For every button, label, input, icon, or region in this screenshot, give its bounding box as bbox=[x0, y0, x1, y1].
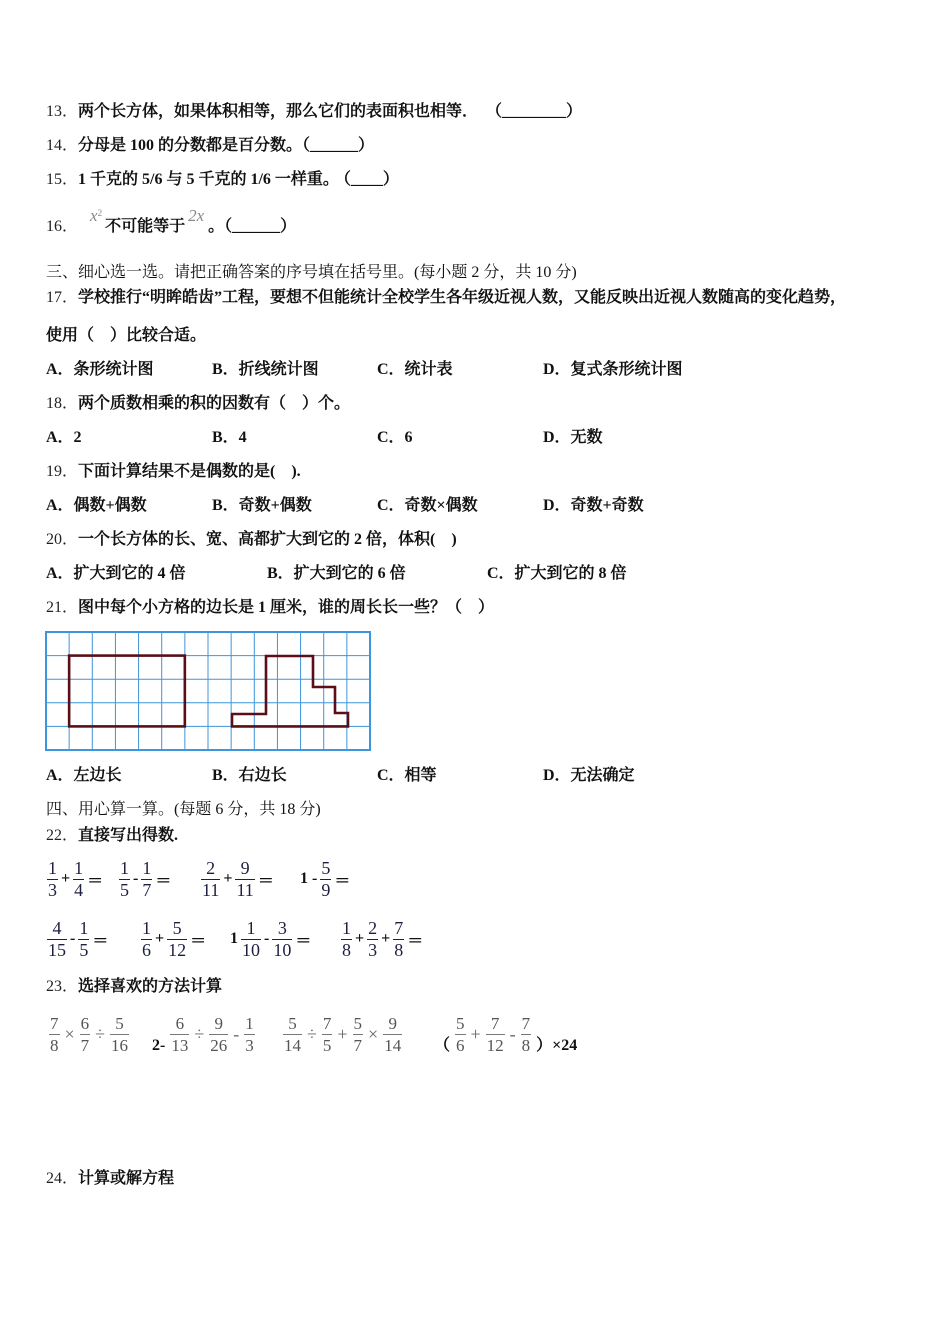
numerator: 9 bbox=[383, 1013, 402, 1035]
numerator: 7 bbox=[394, 917, 404, 938]
denominator: 5 bbox=[120, 879, 129, 900]
fraction bbox=[350, 1013, 367, 1056]
option-c: C．统计表 bbox=[377, 361, 453, 378]
denominator: 6 bbox=[142, 939, 151, 960]
operator: × bbox=[368, 1023, 379, 1044]
fraction bbox=[166, 918, 188, 961]
denominator: 10 bbox=[273, 939, 292, 960]
numerator: 9 bbox=[235, 858, 254, 880]
fraction bbox=[46, 1013, 63, 1056]
expression bbox=[46, 856, 105, 902]
question-15 bbox=[46, 169, 399, 191]
denominator: 5 bbox=[79, 939, 89, 960]
expression bbox=[200, 856, 276, 902]
exponent: 2 bbox=[97, 208, 103, 218]
denominator: 5 bbox=[322, 1035, 332, 1055]
fraction bbox=[380, 1013, 405, 1056]
question-20 bbox=[46, 529, 457, 551]
expression-text: ）×24 bbox=[536, 1037, 578, 1054]
fraction bbox=[271, 918, 293, 961]
operator: ＝ bbox=[407, 932, 424, 950]
numerator: 1 bbox=[120, 857, 129, 878]
numerator: 5 bbox=[110, 1013, 129, 1035]
math-2x: 2x bbox=[188, 206, 205, 225]
fraction bbox=[234, 858, 255, 901]
operator: ＝ bbox=[155, 872, 172, 890]
expression-text: 1 bbox=[230, 930, 238, 947]
expression-text: （ bbox=[434, 1037, 451, 1054]
perimeter-grid-figure bbox=[45, 631, 372, 752]
question-17 bbox=[46, 287, 846, 309]
operator: - bbox=[133, 870, 139, 887]
denominator: 3 bbox=[48, 879, 57, 900]
question-19 bbox=[46, 461, 301, 483]
denominator: 4 bbox=[74, 879, 84, 900]
numerator: 5 bbox=[353, 1013, 363, 1033]
operator: + bbox=[155, 930, 165, 947]
expression bbox=[150, 1011, 258, 1057]
question-text: 两个长方体，如果体积相等，那么它们的表面积也相等． bbox=[78, 103, 479, 120]
question-text-line-1: 学校推行“明眸皓齿”工程，要想不但能统计全校学生各年级近视人数，又能反映出近视人数随高的变化趋势， bbox=[78, 289, 847, 306]
fraction bbox=[280, 1013, 305, 1056]
question-number: 15． bbox=[46, 171, 79, 188]
option-b: B．扩大到它的 6 倍 bbox=[267, 565, 406, 582]
expression bbox=[46, 1011, 132, 1057]
section-3-title: 三、细心选一选。请把正确答案的序号填在括号里。(每小题 2 分，共 10 分) bbox=[46, 264, 577, 281]
fraction bbox=[46, 918, 68, 961]
fraction bbox=[140, 858, 153, 901]
denominator: 16 bbox=[111, 1035, 129, 1055]
section-4-title: 四、用心算一算。(每题 6 分，共 18 分) bbox=[46, 801, 321, 818]
option-d: D．复式条形统计图 bbox=[543, 361, 683, 378]
numerator: 1 bbox=[241, 918, 261, 940]
fraction bbox=[77, 1013, 94, 1056]
denominator: 11 bbox=[202, 879, 220, 900]
denominator: 8 bbox=[521, 1035, 531, 1055]
fraction bbox=[167, 1013, 192, 1056]
option-c: C．奇数×偶数 bbox=[377, 497, 478, 514]
operator: - bbox=[233, 1023, 240, 1044]
question-text-line-2: 使用（ ）比较合适。 bbox=[46, 327, 207, 344]
expression bbox=[280, 1011, 405, 1057]
denominator: 12 bbox=[168, 939, 187, 960]
operator: + bbox=[381, 930, 391, 947]
operator: ÷ bbox=[307, 1023, 317, 1044]
question-14 bbox=[46, 135, 374, 157]
question-text: 下面计算结果不是偶数的是( ). bbox=[78, 463, 301, 480]
operator: + bbox=[223, 870, 233, 887]
operator: - bbox=[509, 1023, 516, 1044]
option-c: C．6 bbox=[377, 429, 413, 446]
fraction bbox=[241, 1013, 258, 1056]
left-shape-outline bbox=[69, 656, 185, 727]
option-d: D．无数 bbox=[543, 429, 603, 446]
question-text: 不可能等于 bbox=[105, 218, 186, 235]
fraction bbox=[319, 1013, 336, 1056]
option-b: B．奇数+偶数 bbox=[212, 497, 312, 514]
sentence-end: 。 bbox=[208, 218, 225, 235]
question-number: 17． bbox=[46, 289, 79, 306]
expression bbox=[228, 916, 313, 962]
numerator: 7 bbox=[521, 1013, 531, 1033]
fraction bbox=[72, 858, 85, 901]
question-text: 一个长方体的长、宽、高都扩大到它的 2 倍，体积( ) bbox=[78, 531, 457, 548]
fraction bbox=[518, 1013, 535, 1056]
fraction bbox=[46, 858, 59, 901]
operator: + bbox=[470, 1023, 481, 1044]
operator: × bbox=[64, 1023, 75, 1044]
question-number: 21． bbox=[46, 599, 79, 616]
question-number: 23． bbox=[46, 978, 79, 995]
denominator: 11 bbox=[236, 879, 254, 900]
option-a: A．左边长 bbox=[46, 767, 122, 784]
numerator: 1 bbox=[48, 857, 57, 878]
fraction bbox=[366, 918, 379, 961]
operator: ＝ bbox=[295, 932, 312, 950]
question-text: 计算或解方程 bbox=[78, 1170, 175, 1187]
numerator: 1 bbox=[142, 857, 152, 878]
option-a: A．偶数+偶数 bbox=[46, 497, 147, 514]
denominator: 8 bbox=[394, 939, 404, 960]
fraction bbox=[77, 918, 90, 961]
question-18 bbox=[46, 393, 350, 415]
question-text: 直接写出得数. bbox=[78, 827, 179, 844]
expression bbox=[118, 856, 173, 902]
option-d: D．无法确定 bbox=[543, 767, 635, 784]
operator: - bbox=[70, 930, 76, 947]
question-text: 选择喜欢的方法计算 bbox=[78, 978, 223, 995]
operator: ＝ bbox=[92, 932, 109, 950]
denominator: 6 bbox=[456, 1035, 465, 1055]
math-x-squared bbox=[90, 206, 102, 225]
operator: ＝ bbox=[190, 932, 207, 950]
numerator: 7 bbox=[322, 1013, 332, 1033]
question-number: 14． bbox=[46, 137, 79, 154]
question-22 bbox=[46, 825, 178, 847]
expression bbox=[340, 916, 425, 962]
numerator: 1 bbox=[79, 917, 89, 938]
numerator: 1 bbox=[142, 917, 151, 938]
fraction bbox=[118, 858, 131, 901]
question-21 bbox=[46, 597, 494, 619]
answer-blank: （______） bbox=[224, 218, 297, 235]
numerator: 1 bbox=[245, 1013, 254, 1033]
operator: ＝ bbox=[87, 872, 104, 890]
question-number: 13． bbox=[46, 103, 79, 120]
question-text: 图中每个小方格的边长是 1 厘米，谁的周长长一些？（ ） bbox=[78, 599, 495, 616]
denominator: 15 bbox=[48, 939, 66, 960]
expression-text: 2- bbox=[152, 1037, 166, 1054]
numerator: 1 bbox=[74, 857, 84, 878]
fraction bbox=[319, 858, 332, 901]
denominator: 12 bbox=[486, 1035, 504, 1055]
numerator: 6 bbox=[80, 1013, 90, 1033]
question-number: 20． bbox=[46, 531, 79, 548]
fraction bbox=[392, 918, 405, 961]
denominator: 13 bbox=[171, 1035, 189, 1055]
denominator: 3 bbox=[245, 1035, 254, 1055]
denominator: 26 bbox=[210, 1035, 228, 1055]
question-13 bbox=[46, 101, 582, 123]
grid-lines bbox=[46, 632, 370, 750]
question-text: 分母是 100 的分数都是百分数。 bbox=[78, 137, 303, 154]
fraction bbox=[107, 1013, 132, 1056]
numerator: 7 bbox=[50, 1013, 59, 1033]
fraction bbox=[206, 1013, 231, 1056]
numerator: 5 bbox=[283, 1013, 302, 1035]
denominator: 8 bbox=[50, 1035, 59, 1055]
numerator: 4 bbox=[47, 918, 67, 940]
question-number: 24． bbox=[46, 1170, 79, 1187]
numerator: 2 bbox=[201, 858, 220, 880]
numerator: 5 bbox=[321, 857, 331, 878]
operator: - bbox=[264, 930, 270, 947]
question-16 bbox=[46, 206, 297, 237]
numerator: 5 bbox=[456, 1013, 465, 1033]
numerator: 1 bbox=[342, 917, 351, 938]
denominator: 14 bbox=[384, 1035, 402, 1055]
denominator: 9 bbox=[321, 879, 331, 900]
numerator: 6 bbox=[170, 1013, 189, 1035]
operator: ÷ bbox=[194, 1023, 205, 1044]
operator: + bbox=[355, 930, 365, 947]
option-b: B．折线统计图 bbox=[212, 361, 319, 378]
fraction bbox=[140, 918, 153, 961]
denominator: 10 bbox=[242, 939, 260, 960]
option-d: D．奇数+奇数 bbox=[543, 497, 644, 514]
operator: ÷ bbox=[95, 1023, 106, 1044]
numerator: 5 bbox=[167, 918, 187, 940]
fraction bbox=[200, 858, 221, 901]
answer-blank: （____） bbox=[342, 171, 399, 188]
fraction bbox=[483, 1013, 508, 1056]
numerator: 2 bbox=[368, 917, 378, 938]
question-text: 1 千克的 5/6 与 5 千克的 1/6 一样重。 bbox=[78, 171, 339, 188]
expression-text: 1 - bbox=[300, 870, 318, 887]
question-number: 16． bbox=[46, 218, 79, 235]
operator: ＝ bbox=[334, 872, 351, 890]
question-23 bbox=[46, 976, 222, 998]
option-c: C．扩大到它的 8 倍 bbox=[487, 565, 627, 582]
denominator: 7 bbox=[353, 1035, 363, 1055]
option-a: A．扩大到它的 4 倍 bbox=[46, 565, 186, 582]
expression bbox=[46, 916, 110, 962]
answer-blank: （______） bbox=[302, 137, 375, 154]
option-b: B．4 bbox=[212, 429, 247, 446]
question-number: 22． bbox=[46, 827, 79, 844]
operator: + bbox=[61, 870, 71, 887]
question-number: 19． bbox=[46, 463, 79, 480]
answer-blank: （________） bbox=[494, 103, 583, 120]
fraction bbox=[240, 918, 262, 961]
numerator: 9 bbox=[209, 1013, 228, 1035]
expression bbox=[140, 916, 208, 962]
denominator: 14 bbox=[284, 1035, 301, 1055]
fraction bbox=[452, 1013, 469, 1056]
operator: ＝ bbox=[257, 872, 274, 890]
variable-x: x bbox=[90, 206, 98, 225]
option-b: B．右边长 bbox=[212, 767, 287, 784]
question-24 bbox=[46, 1168, 174, 1190]
expression bbox=[432, 1011, 579, 1057]
numerator: 7 bbox=[486, 1013, 505, 1035]
option-c: C．相等 bbox=[377, 767, 437, 784]
option-a: A．条形统计图 bbox=[46, 361, 154, 378]
fraction bbox=[340, 918, 353, 961]
option-a: A．2 bbox=[46, 429, 82, 446]
operator: + bbox=[337, 1023, 348, 1044]
numerator: 3 bbox=[272, 918, 292, 940]
question-number: 18． bbox=[46, 395, 79, 412]
denominator: 8 bbox=[342, 939, 351, 960]
denominator: 7 bbox=[142, 879, 152, 900]
denominator: 3 bbox=[368, 939, 378, 960]
right-shape-outline bbox=[232, 656, 348, 726]
denominator: 7 bbox=[80, 1035, 90, 1055]
expression bbox=[298, 856, 352, 902]
question-text: 两个质数相乘的积的因数有（ ）个。 bbox=[78, 395, 351, 412]
